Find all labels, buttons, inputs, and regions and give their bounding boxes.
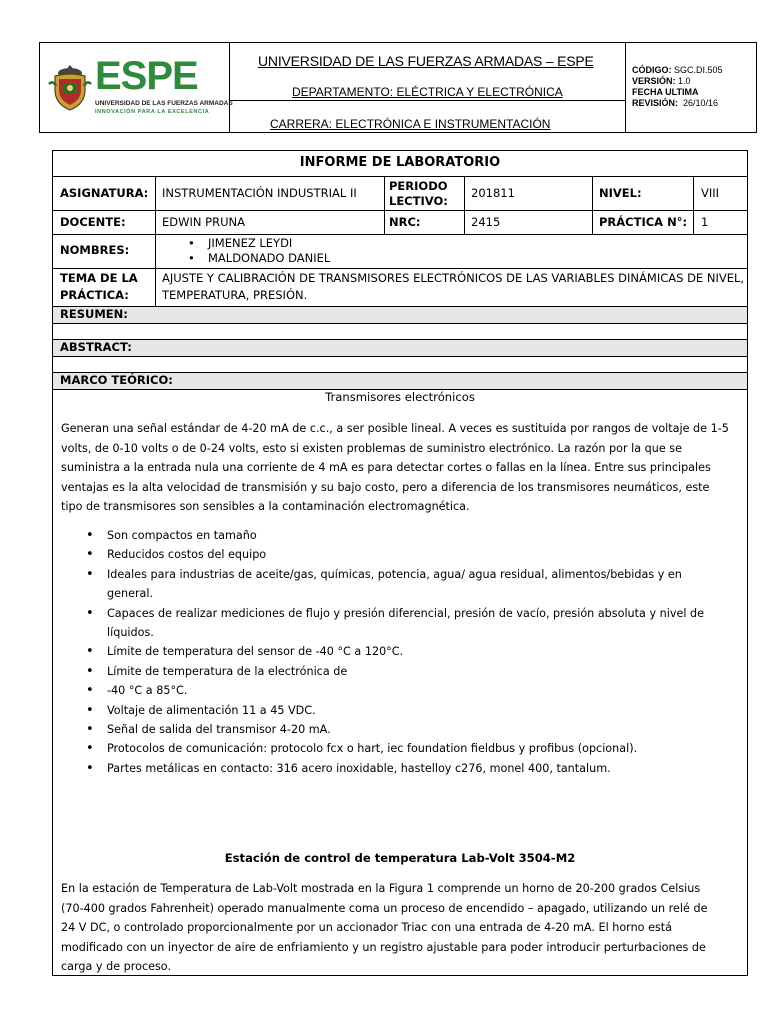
list-item: • Señal de salida del transmisor 4-20 mA. <box>61 720 741 739</box>
header-titles <box>230 43 626 132</box>
topic-label-line1: TEMA DE LA <box>60 271 138 285</box>
code-value: SGC.DI.505 <box>674 65 723 75</box>
list-item: • Reducidos costos del equipo <box>61 545 741 564</box>
list-item: • JIMENEZ LEYDI <box>188 236 293 250</box>
topic-value-line2: TEMPERATURA, PRESIÓN. <box>162 288 308 302</box>
nrc-label: NRC: <box>389 215 421 229</box>
revision-value: 26/10/16 <box>683 98 719 108</box>
level-value: VIII <box>701 186 720 200</box>
section-labvolt-title: Estación de control de temperatura Lab-Volt 3504-M2 <box>224 851 576 865</box>
code-label: CÓDIGO: <box>632 65 672 75</box>
abstract-row-shade <box>53 339 747 356</box>
list-item-continuation: líquidos. <box>107 626 154 640</box>
topic-value <box>162 270 744 304</box>
topic-value-line1: AJUSTE Y CALIBRACIÓN DE TRANSMISORES ELECTRÓNICOS DE LAS VARIABLES DINÁMICAS DE NIVEL, <box>162 271 745 285</box>
nrc-value: 2415 <box>471 215 501 229</box>
topic-label-line2: PRÁCTICA: <box>60 288 129 302</box>
period-label <box>389 179 448 209</box>
framework-label: MARCO TEÓRICO: <box>60 373 173 387</box>
teacher-value: EDWIN PRUNA <box>162 215 245 229</box>
career-name: CARRERA: ELECTRÓNICA E INSTRUMENTACIÓN <box>270 117 551 131</box>
period-label-line1: PERIODO <box>389 179 448 193</box>
paragraph-labvolt: En la estación de Temperatura de Lab-Volt mostrada en la Figura 1 comprende un horno de 20-200 grados Celsius (70-400 grados Fahrenheit) operado manualmente coma un proceso de encendido – apagado, utilizando un relé de 24 V DC, o controlado proporcionalmente por un accionador Triac con una entrada de 4-20 mA. El horno está modificado con un inyector de aire de enfriamiento y un registro ajustable para poder introducir perturbaciones de carga y de proceso. <box>61 882 708 973</box>
section-transmitters-title: Transmisores electrónicos <box>325 390 475 404</box>
period-value: 201811 <box>471 186 515 200</box>
date-label: FECHA ULTIMA <box>632 87 699 97</box>
topic-label <box>60 270 138 304</box>
list-item: • Voltaje de alimentación 11 a 45 VDC. <box>61 701 741 720</box>
logo-wordmark: ESPE <box>95 54 198 98</box>
list-item: • Protocolos de comunicación: protocolo fcx o hart, iec foundation fieldbus y profibus (opcional). <box>61 739 741 758</box>
summary-label: RESUMEN: <box>60 307 128 321</box>
subject-value: INSTRUMENTACIÓN INDUSTRIAL II <box>162 186 357 200</box>
period-label-line2: LECTIVO: <box>389 194 448 208</box>
paragraph-transmitters: Generan una señal estándar de 4-20 mA de c.c., a ser posible lineal. A veces es sustituida por rangos de voltaje de 1-5 volts, de 0-10 volts o de 0-24 volts, esto si existen problemas de suministro electrónico. La razón por la que se suministra a la entrada nula una corriente de 4 mA es para detectar cortes o fallas en la línea. Entre sus principales ventajas es la alta velocidad de transmisión y su bajo costo, pero a diferencia de los transmisores neumáticos, este tipo de transmisores son sensibles a la contaminación electromagnética. <box>61 422 729 513</box>
report-title: INFORME DE LABORATORIO <box>299 155 501 170</box>
level-label: NIVEL: <box>599 186 642 200</box>
logo-tagline: INNOVACIÓN PARA LA EXCELENCIA <box>95 109 210 115</box>
version-value: 1.0 <box>678 76 691 86</box>
names-label: NOMBRES: <box>60 243 130 257</box>
teacher-label: DOCENTE: <box>60 215 126 229</box>
university-shield-icon <box>47 62 93 112</box>
document-header <box>39 42 757 133</box>
list-item: • MALDONADO DANIEL <box>188 251 331 265</box>
logo-subtitle: UNIVERSIDAD DE LAS FUERZAS ARMADAS <box>95 100 233 107</box>
practice-value: 1 <box>701 215 709 229</box>
list-item: • Límite de temperatura de la electrónica de <box>61 662 741 681</box>
espe-logo <box>40 43 233 132</box>
department-name: DEPARTAMENTO: ELÉCTRICA Y ELECTRÓNICA <box>292 85 563 99</box>
subject-label: ASIGNATURA: <box>60 186 149 200</box>
list-item: • Capaces de realizar mediciones de flujo y presión diferencial, presión de vacío, presión absoluta y nivel de <box>61 604 741 623</box>
list-item: • Límite de temperatura del sensor de -40 °C a 120°C. <box>61 642 741 661</box>
summary-row-shade <box>53 307 747 323</box>
list-item-continuation: general. <box>107 587 154 601</box>
university-name: UNIVERSIDAD DE LAS FUERZAS ARMADAS – ESPE <box>258 53 594 69</box>
revision-label: REVISIÓN: <box>632 98 679 108</box>
list-item: • Son compactos en tamaño <box>61 526 741 545</box>
list-item: • -40 °C a 85°C. <box>61 681 741 700</box>
abstract-label: ABSTRACT: <box>60 340 132 354</box>
list-item: • Ideales para industrias de aceite/gas, químicas, potencia, agua/ agua residual, alimentos/bebidas y en <box>61 565 741 584</box>
features-list <box>61 526 741 778</box>
names-list <box>188 236 330 266</box>
version-label: VERSIÓN: <box>632 76 676 86</box>
lab-report-table <box>52 150 748 976</box>
document-code-block <box>632 65 723 109</box>
practice-label: PRÁCTICA N°: <box>599 215 688 229</box>
list-item: • Partes metálicas en contacto: 316 acero inoxidable, hastelloy c276, monel 400, tantalum. <box>61 759 741 778</box>
